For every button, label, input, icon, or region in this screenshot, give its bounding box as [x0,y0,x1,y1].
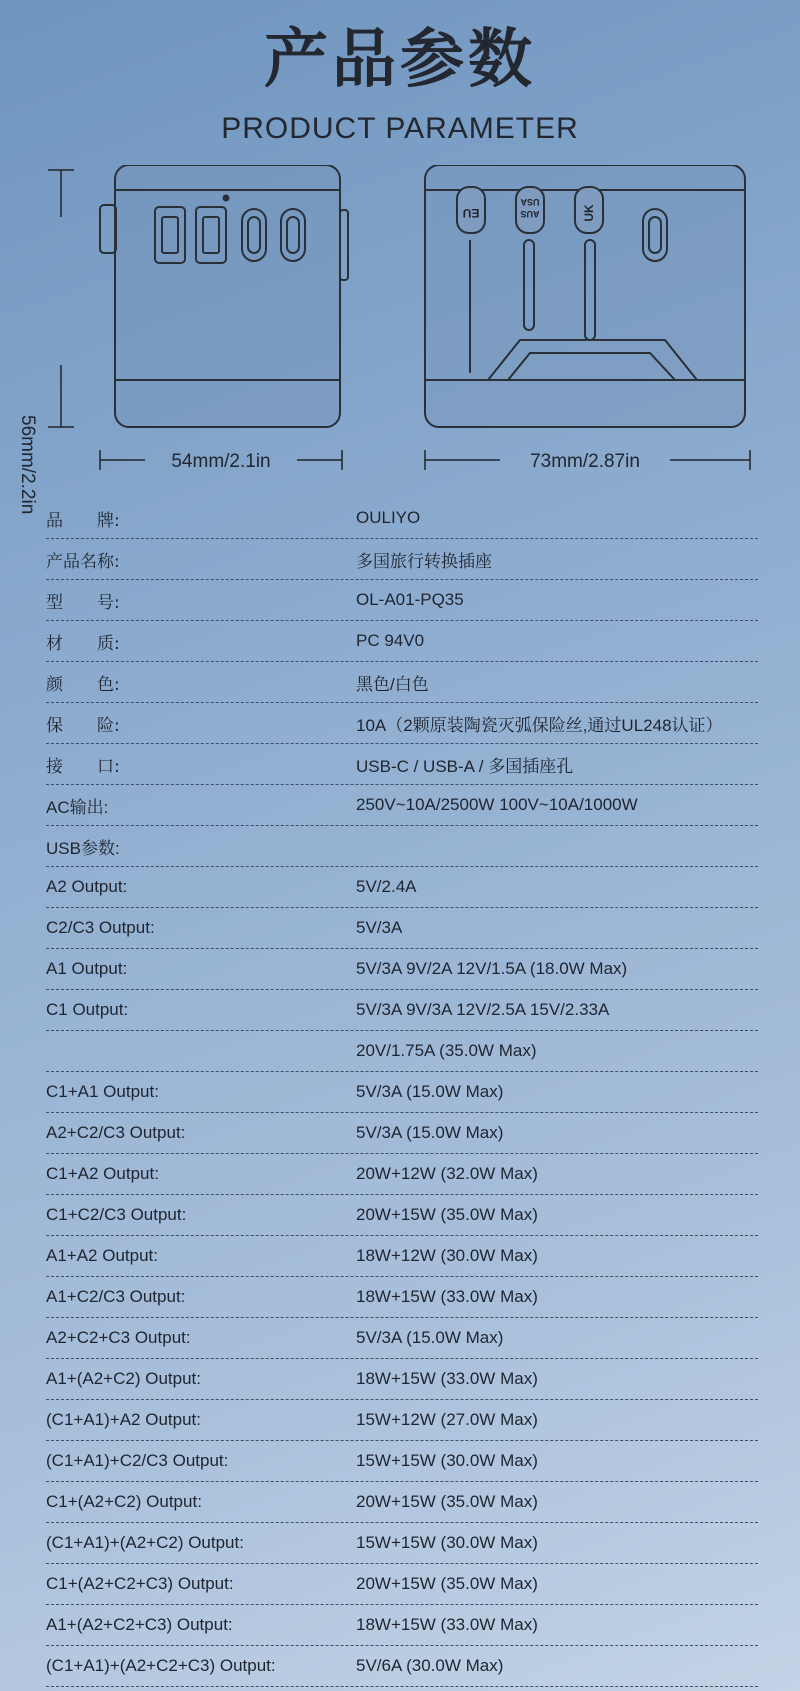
spec-value: 15W+15W (30.0W Max) [356,1451,538,1470]
spec-value: 5V/3A [356,918,403,937]
spec-row [46,580,758,621]
spec-label: A2+C2+C3 Output: [46,1328,191,1347]
spec-label: (C1+A1)+(A2+C2+C3) Output: [46,1656,276,1675]
spec-row [46,1236,758,1277]
spec-label: C1 Output: [46,1000,129,1019]
spec-label: A1 Output: [46,959,128,978]
spec-row [46,867,758,908]
page-subtitle: PRODUCT PARAMETER [221,112,579,145]
spec-row [46,1359,758,1400]
product-diagram [0,165,800,515]
height-dimension-line [48,170,74,427]
spec-value: 20W+15W (35.0W Max) [356,1492,538,1511]
spec-label: 颜 色: [46,674,120,695]
spec-row [46,662,758,703]
spec-value: 10A（2颗原装陶瓷灭弧保险丝,通过UL248认证） [356,715,723,735]
dimension-drawing [0,165,800,485]
spec-row [46,1564,758,1605]
spec-label: C1+(A2+C2) Output: [46,1492,202,1511]
spec-row [46,744,758,785]
spec-value: 5V/6A (30.0W Max) [356,1656,504,1675]
spec-value: 18W+15W (33.0W Max) [356,1369,538,1388]
spec-label: C1+A1 Output: [46,1082,159,1101]
spec-label: C1+A2 Output: [46,1164,159,1183]
spec-label: 型 号: [46,592,120,613]
spec-row [46,1154,758,1195]
spec-row [46,826,758,867]
spec-value: 15W+12W (27.0W Max) [356,1410,538,1429]
spec-label: C1+C2/C3 Output: [46,1205,187,1224]
spec-row [46,1482,758,1523]
spec-row [46,1318,758,1359]
spec-value: 20W+15W (35.0W Max) [356,1205,538,1224]
spec-label: C2/C3 Output: [46,918,155,937]
height-label: 56mm/2.2in [17,415,38,515]
spec-value: 15W+15W (30.0W Max) [356,1533,538,1552]
spec-label: A1+C2/C3 Output: [46,1287,186,1306]
side-view [425,165,745,427]
spec-value: 5V/3A (15.0W Max) [356,1328,504,1347]
spec-value: 黑色/白色 [356,674,429,694]
spec-row [46,1031,758,1072]
spec-label: AC输出: [46,797,109,817]
spec-value: OL-A01-PQ35 [356,590,464,609]
spec-row [46,1646,758,1687]
spec-label: 产品名称: [46,551,120,572]
spec-value: 20W+12W (32.0W Max) [356,1164,538,1183]
width-label: 54mm/2.1in [171,451,271,472]
spec-value: 5V/2.4A [356,877,417,896]
spec-label: A1+A2 Output: [46,1246,158,1265]
spec-value: OULIYO [356,508,421,527]
spec-label: 保 险: [46,715,120,736]
spec-label: A2+C2/C3 Output: [46,1123,186,1142]
spec-row [46,621,758,662]
spec-value: 20V/1.75A (35.0W Max) [356,1041,537,1060]
spec-row [46,1277,758,1318]
spec-label: (C1+A1)+A2 Output: [46,1410,201,1429]
spec-label: A1+(A2+C2) Output: [46,1369,201,1388]
spec-row [46,1400,758,1441]
spec-label: C1+(A2+C2+C3) Output: [46,1574,234,1593]
spec-label: A1+(A2+C2+C3) Output: [46,1615,233,1634]
spec-row [46,1605,758,1646]
spec-value: 18W+15W (33.0W Max) [356,1287,538,1306]
spec-value: 5V/3A (15.0W Max) [356,1082,504,1101]
spec-row [46,1441,758,1482]
eu-plug-label: EU [462,206,480,220]
spec-row [46,908,758,949]
spec-value: 5V/3A (15.0W Max) [356,1123,504,1142]
spec-label: A2 Output: [46,877,128,896]
spec-row [46,990,758,1031]
spec-label: 材 质: [46,633,120,654]
page-header [0,20,800,146]
spec-row [46,498,758,539]
spec-value: 18W+15W (33.0W Max) [356,1615,538,1634]
spec-value: 20W+15W (35.0W Max) [356,1574,538,1593]
spec-value: PC 94V0 [356,631,425,650]
spec-row [46,1072,758,1113]
uk-plug-label: UK [582,204,596,222]
spec-row [46,539,758,580]
usa-plug-label: USA [520,197,540,207]
spec-value: 多国旅行转换插座 [356,551,492,571]
front-view [100,165,348,427]
spec-value: USB-C / USB-A / 多国插座孔 [356,756,574,776]
spec-label: 接 口: [46,756,120,777]
depth-label: 73mm/2.87in [530,451,640,472]
spec-row [46,785,758,826]
spec-value: 250V~10A/2500W 100V~10A/1000W [356,795,638,814]
spec-value: 5V/3A 9V/3A 12V/2.5A 15V/2.33A [356,1000,610,1019]
page-title: 产品参数 [264,23,536,97]
spec-row [46,1113,758,1154]
spec-label: USB参数: [46,838,120,858]
spec-label: (C1+A1)+(A2+C2) Output: [46,1533,244,1552]
spec-label: (C1+A1)+C2/C3 Output: [46,1451,229,1470]
spec-label: 品 牌: [46,510,120,531]
spec-value: 5V/3A 9V/2A 12V/1.5A (18.0W Max) [356,959,628,978]
spec-row [46,1195,758,1236]
spec-table [46,498,758,1687]
spec-row [46,1523,758,1564]
aus-plug-label: AUS [520,209,540,219]
spec-row [46,703,758,744]
spec-row [46,949,758,990]
spec-value: 18W+12W (30.0W Max) [356,1246,538,1265]
